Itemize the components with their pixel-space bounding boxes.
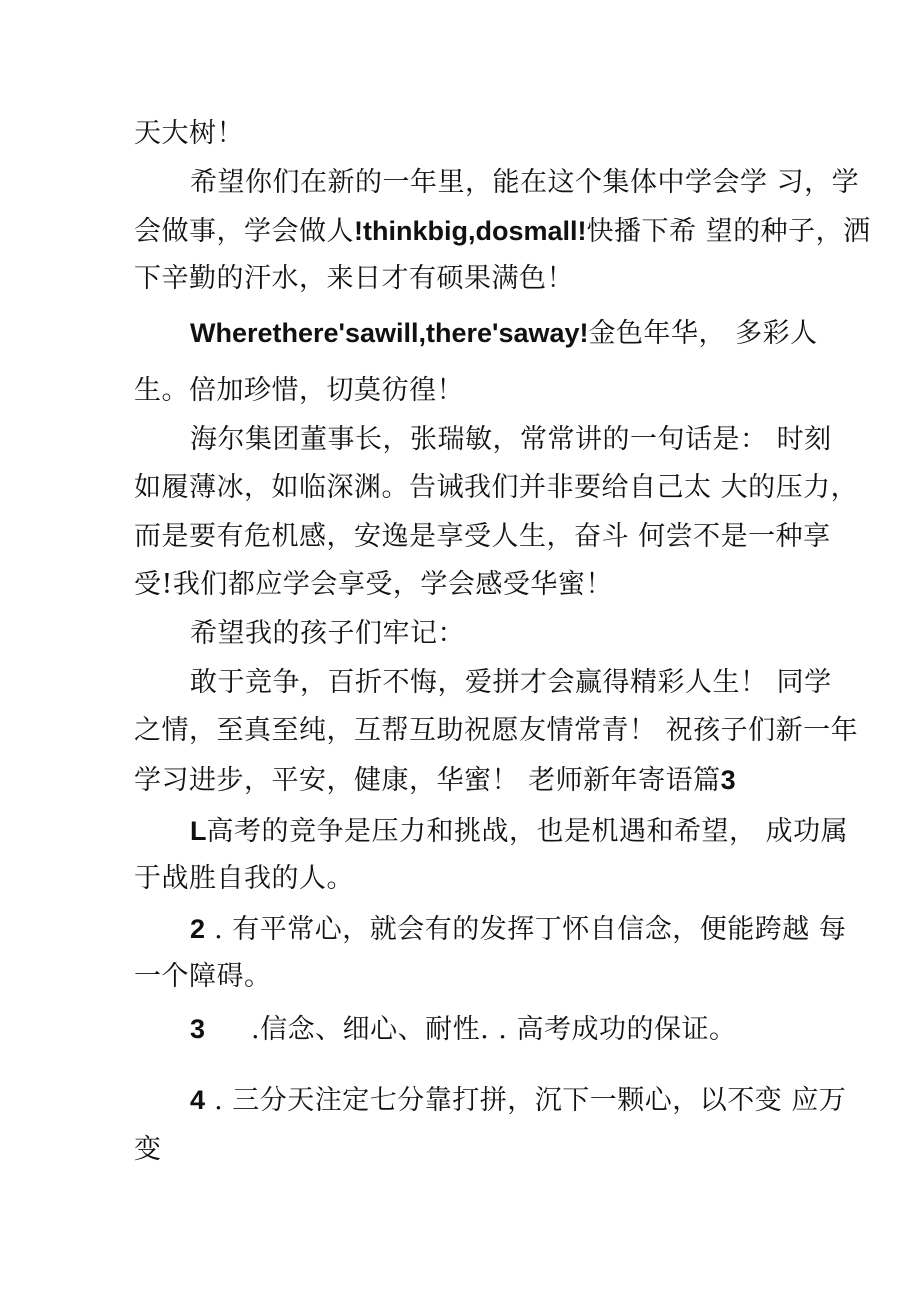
- text-line-10: [134, 568, 613, 602]
- line-text: . 三分天注定七分靠打拼，沉下一颗心，以不变 应万: [205, 1085, 847, 1116]
- text-line-6: [134, 374, 464, 408]
- line-text: 快播下希 望的种子，洒: [586, 216, 871, 247]
- line-text: 之情，至真至纯，互帮互助祝愿友情常青！ 祝孩子们新一年: [134, 715, 859, 746]
- text-line-18: [134, 960, 272, 994]
- line-text: 高考的竞争是压力和挑战，也是机遇和希望， 成功属: [206, 816, 849, 847]
- text-line-4: [134, 262, 574, 296]
- text-line-17: [190, 912, 846, 947]
- text-line-12: [190, 666, 832, 700]
- text-line-16: [134, 862, 354, 896]
- line-bold-text: 2: [190, 914, 206, 944]
- line-text: 于战胜自我的人。: [134, 863, 354, 894]
- line-bold-text: 3: [720, 765, 736, 795]
- text-line-8: [134, 471, 858, 505]
- line-text: 学习进步，平安，健康，华蜜！ 老师新年寄语篇: [134, 765, 721, 796]
- line-text: 如履薄冰，如临深渊。告诫我们并非要给自己太 大的压力，: [134, 472, 859, 503]
- text-line-9: [134, 520, 831, 554]
- line-text: 而是要有危机感，安逸是享受人生，奋斗 何尝不是一种享: [134, 521, 831, 552]
- text-line-3: [134, 214, 871, 249]
- line-text: 生。倍加珍惜，切莫彷徨！: [134, 375, 464, 406]
- text-line-15: [190, 814, 848, 849]
- line-text: 希望我的孩子们牢记：: [190, 618, 465, 649]
- text-line-21: [134, 1133, 162, 1167]
- line-bold-text: 3: [190, 1014, 206, 1044]
- line-bold-text: !thinkbig,dosmall!: [354, 216, 587, 246]
- line-bold-text: 4: [190, 1085, 206, 1115]
- line-text: 下辛勤的汗水，来日才有硕果满色！: [134, 263, 574, 294]
- text-line-13: [134, 714, 858, 748]
- line-text: 受!我们都应学会享受，学会感受华蜜！: [134, 569, 613, 600]
- line-text: .信念、细心、耐性. . 高考成功的保证。: [251, 1014, 737, 1045]
- line-bold-text: Wherethere'sawill,there'saway!: [190, 318, 589, 348]
- line-text: . 有平常心，就会有的发挥丁怀自信念，便能跨越 每: [205, 914, 847, 945]
- text-line-14: [134, 763, 736, 798]
- line-text: 金色年华， 多彩人: [588, 318, 818, 349]
- text-line-11: [190, 617, 465, 651]
- line-text: 会做事，学会做人: [134, 216, 354, 247]
- line-text: 一个障碍。: [134, 961, 272, 992]
- text-line-1: [134, 117, 244, 151]
- text-line-19: [190, 1012, 736, 1047]
- text-line-5: [190, 316, 818, 351]
- text-line-7: [190, 423, 832, 457]
- text-line-20: [190, 1083, 846, 1118]
- line-text: 海尔集团董事长，张瑞敏，常常讲的一句话是： 时刻: [190, 424, 832, 455]
- line-text: 变: [134, 1134, 162, 1165]
- line-text: 希望你们在新的一年里，能在这个集体中学会学 习，学: [190, 167, 860, 198]
- line-bold-text: L: [190, 816, 207, 846]
- line-text: 敢于竞争，百折不悔，爱拼才会赢得精彩人生！ 同学: [190, 667, 832, 698]
- text-line-2: [190, 166, 859, 200]
- line-text: 天大树！: [134, 118, 244, 149]
